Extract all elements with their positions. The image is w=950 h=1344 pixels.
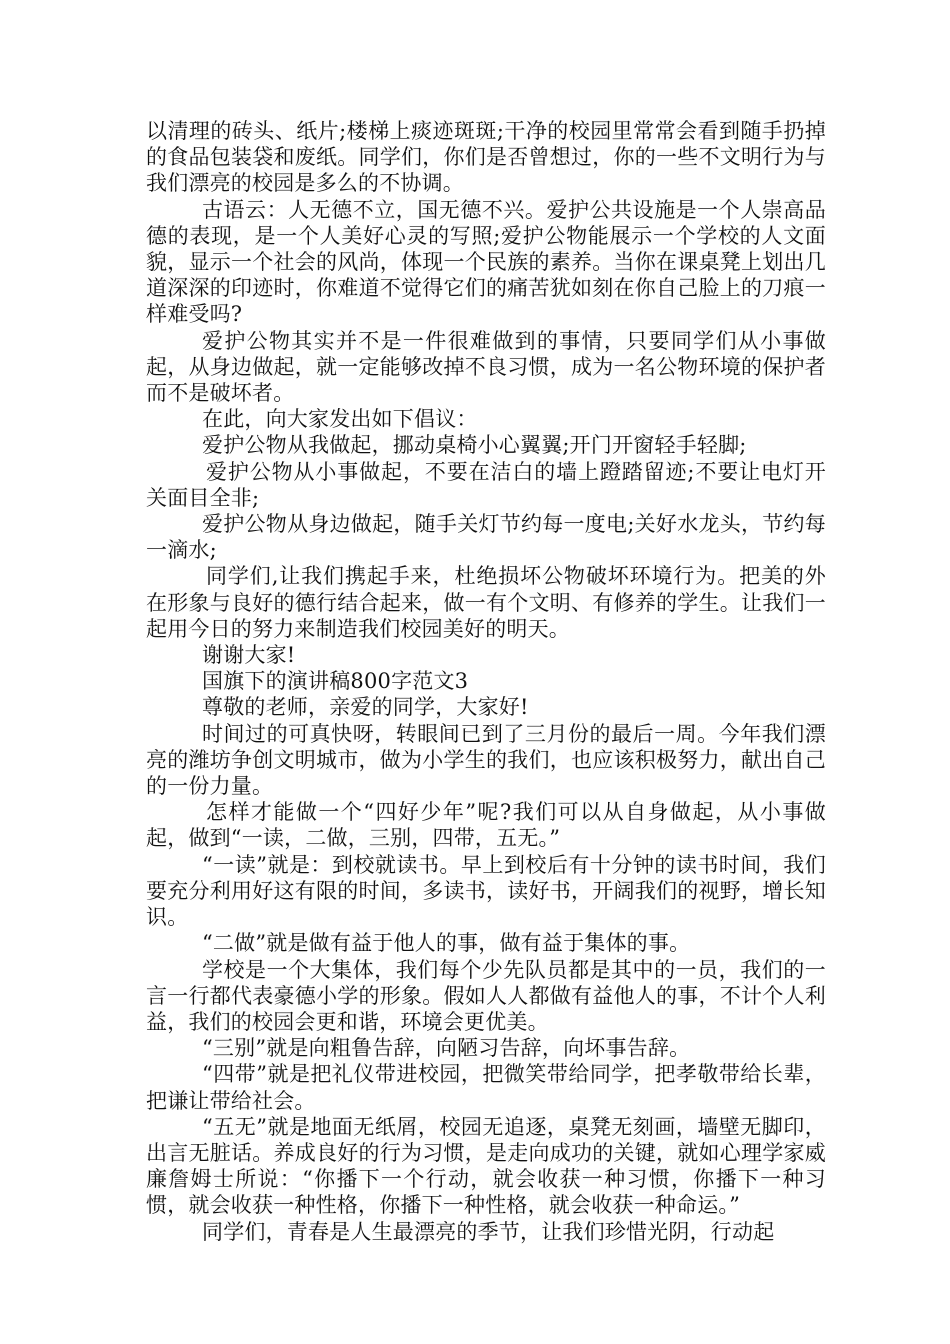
paragraph-17: “三别”就是向粗鲁告辞，向陋习告辞，向坏事告辞。 bbox=[202, 1036, 691, 1061]
paragraph-20: 同学们，青春是人生最漂亮的季节，让我们珍惜光阴，行动起 bbox=[202, 1219, 775, 1244]
paragraph-10: 国旗下的演讲稿800字范文3 bbox=[202, 669, 469, 694]
paragraph-11: 尊敬的老师，亲爱的同学，大家好! bbox=[202, 695, 529, 720]
paragraph-14: “一读”就是：到校就读书。早上到校后有十分钟的读书时间，我们要充分利用好这有限的时间，多读书，读好书，开阔我们的视野，增长知识。 bbox=[146, 852, 826, 930]
paragraph-9: 谢谢大家! bbox=[202, 643, 296, 668]
paragraph-15: “二做”就是做有益于他人的事，做有益于集体的事。 bbox=[202, 931, 691, 956]
paragraph-12: 时间过的可真快呀，转眼间已到了三月份的最后一周。今年我们漂亮的潍坊争创文明城市，做为小学生的我们，也应该积极努力，献出自己的一份力量。 bbox=[146, 721, 826, 799]
paragraph-13: 怎样才能做一个“四好少年”呢?我们可以从自身做起，从小事做起，做到“一读，二做，三别，四带，五无。” bbox=[146, 800, 826, 851]
paragraph-5: 爱护公物从我做起，挪动桌椅小心翼翼;开门开窗轻手轻脚; bbox=[202, 433, 747, 458]
paragraph-6: 爱护公物从小事做起，不要在洁白的墙上蹬踏留迹;不要让电灯开关面目全非; bbox=[146, 459, 826, 510]
paragraph-7: 爱护公物从身边做起，随手关灯节约每一度电;关好水龙头，节约每一滴水; bbox=[146, 512, 826, 563]
paragraph-8: 同学们,让我们携起手来，杜绝损坏公物破坏环境行为。把美的外在形象与良好的德行结合起来，做一有个文明、有修养的学生。让我们一起用今日的努力来制造我们校园美好的明天。 bbox=[146, 564, 826, 641]
paragraph-19: “五无”就是地面无纸屑，校园无追逐，桌凳无刻画，墙壁无脚印，出言无脏话。养成良好的行为习惯，是走向成功的关键，就如心理学家威廉詹姆士所说：“你播下一个行动，就会收获一种习惯，你播下一种习惯，就会收获一种性格，你播下一种性格，就会收获一种命运。” bbox=[146, 1114, 826, 1218]
paragraph-16: 学校是一个大集体，我们每个少先队员都是其中的一员，我们的一言一行都代表豪德小学的形象。假如人人都做有益他人的事，不计个人利益，我们的校园会更和谐，环境会更优美。 bbox=[146, 957, 826, 1034]
paragraph-4: 在此，向大家发出如下倡议： bbox=[202, 407, 478, 432]
document-body bbox=[146, 118, 826, 1245]
paragraph-3: 爱护公物其实并不是一件很难做到的事情，只要同学们从小事做起，从身边做起，就一定能够改掉不良习惯，成为一名公物环境的保护者而不是破坏者。 bbox=[146, 328, 826, 406]
paragraph-18: “四带”就是把礼仪带进校园，把微笑带给同学，把孝敬带给长辈，把谦让带给社会。 bbox=[146, 1062, 826, 1113]
paragraph-2: 古语云：人无德不立，国无德不兴。爱护公共设施是一个人崇高品德的表现，是一个人美好心灵的写照;爱护公物能展示一个学校的人文面貌，显示一个社会的风尚，体现一个民族的素养。当你在课桌凳上划出几道深深的印迹时，你难道不觉得它们的痛苦犹如刻在你自己脸上的刀痕一样难受吗? bbox=[146, 197, 826, 327]
paragraph-1: 以清理的砖头、纸片;楼梯上痰迹斑斑;干净的校园里常常会看到随手扔掉的食品包装袋和废纸。同学们，你们是否曾想过，你的一些不文明行为与我们漂亮的校园是多么的不协调。 bbox=[146, 119, 826, 196]
